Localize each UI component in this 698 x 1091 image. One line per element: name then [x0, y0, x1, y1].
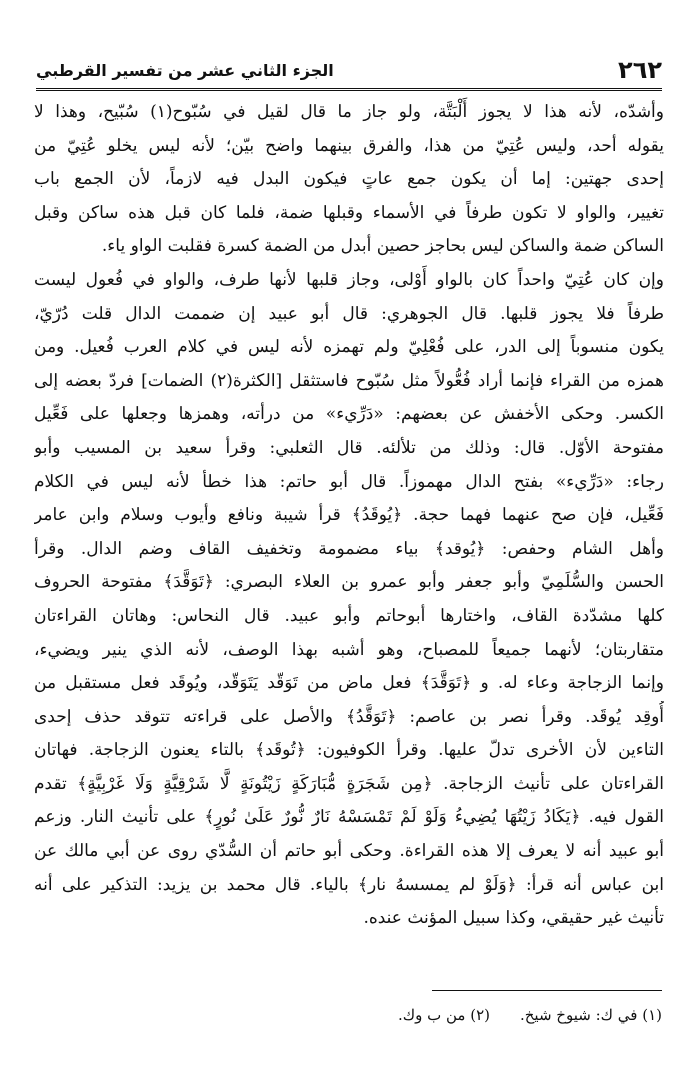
- text-line: وأشدّه، لأنه هذا لا يجوز أَلْبَتَّة، ولو جاز ما قال لقيل في سُبّوح(١) سُبّيح، وهذا لا: [34, 102, 664, 122]
- text-line: الساكن ضمة والساكن ليس بحاجز حصين أبدل من الضمة كسرة فقلبت الواو ياء.: [101, 236, 664, 257]
- footnotes: [398, 1000, 662, 1030]
- footnote-rule: [432, 990, 662, 991]
- text-line: تأنيث غير حقيقي، وكذا سبيل المؤنث عنده.: [363, 908, 664, 929]
- footnote-2: (٢) من ب وك.: [397, 1006, 490, 1024]
- text-line: يكون منسوباً إلى الدر، على فُعْلِيّ ولم تهمزه لأنه ليس في كلام العرب فُعيل. ومن: [34, 337, 664, 358]
- text-line: القراءتان على تأنيث الزجاجة. ﴿مِن شَجَرَةٍ مُّبَارَكَةٍ زَيْتُونَةٍ لَّا شَرْقِيَّةٍ وَلَا غَرْبِيَّةٍ﴾ تقدم: [34, 773, 664, 794]
- text-line: متقاربتان؛ لأنهما جميعاً للمصباح، وهو أشبه بهذا الوصف، لأنه الذي ينير ويضيء،: [34, 639, 664, 660]
- text-line: أبو عبيد أنه لا يعرف إلا هذه القراءة. وحكى أبو حاتم أن السُّدّي روى عن أبي مالك عن: [34, 841, 664, 862]
- body-text: [34, 96, 664, 976]
- header-rule: [36, 88, 662, 91]
- text-line: أُوقِد يُوقَد. وقرأ نصر بن عاصم: ﴿تَوَقَّدُ﴾ والأصل على قراءته تتوقد حذف إحدى: [34, 706, 664, 727]
- running-title: الجزء الثاني عشر من تفسير القرطبي: [36, 61, 334, 80]
- text-line: تغيير، والواو لا تكون طرفاً في الأسماء وقبلها ضمة، فلما كان قبل هذه ساكن وقبل: [34, 202, 664, 223]
- text-line: طرفاً فلا يجوز قلبها. قال الجوهري: قال أبو عبيد إن ضممت الدال قلت دُرّيّ،: [34, 303, 664, 324]
- text-line: القول فيه. ﴿يَكَادُ زَيْتُهَا يُضِيءُ وَلَوْ لَمْ تَمْسَسْهُ نَارٌ نُّورٌ عَلَىٰ نُورٍ﴾ على تأنيث النار. وزعم: [34, 807, 664, 828]
- text-line: همزه من القراء فإنما أراد فُعُّولاً مثل سُبّوح فاستثقل [الكثرة(٢) الضمات] فردّ بعضه إلى: [34, 370, 664, 391]
- text-line: إحدى جهتين: إما أن يكون جمع عاتٍ فيكون البدل فيه لازماً، لأن الجمع باب: [34, 169, 664, 190]
- text-line: الكسر. وحكى الأخفش عن بعضهم: «دَرِّيء» من درأته، وهمزها وجعلها على فَعِّيل: [34, 404, 664, 425]
- text-line: وأهل الشام وحفص: ﴿يُوقد﴾ بياء مضمومة وتخفيف القاف وضم الدال. وقرأ: [34, 538, 664, 559]
- text-line: كلها مشدّدة القاف، واختارها أبوحاتم وأبو عبيد. قال النحاس: وهاتان القراءتان: [34, 605, 664, 626]
- page-header: [36, 48, 662, 88]
- text-line: الحسن والسُّلَمِيّ وأبو جعفر وأبو عمرو بن العلاء البصري: ﴿تَوَقَّدَ﴾ مفتوحة الحروف: [34, 572, 664, 593]
- text-line: وإنما الزجاجة وعاء له. و ﴿تَوَقَّدَ﴾ فعل ماض من تَوَقّد يَتَوَقّد، ويُوقَد فعل مستقبل من: [34, 673, 664, 694]
- text-line: ابن عباس أنه قرأ: ﴿وَلَوْ لم يمسسهُ نار﴾ بالياء. قال محمد بن يزيد: التذكير على أنه: [34, 874, 664, 895]
- text-line: رجاء: «دَرِّيء» بفتح الدال مهموزاً. قال أبو حاتم: هذا خطأ لأنه ليس في الكلام: [34, 471, 664, 492]
- text-line: وإن كان عُتِيّ واحداً كان بالواو أَوْلى، وجاز قلبها لأنها طرف، والواو في فُعول ليست: [34, 269, 664, 290]
- text-line: يقوله أحد، وليس عُتِيّ من هذا، والفرق بينهما واضح بيّن؛ لأنه ليس يخلو عُتِيّ من: [34, 135, 664, 156]
- text-line: مفتوحة الأوّل. قال: وذلك من تلألئه. قال الثعلبي: وقرأ سعيد بن المسيب وأبو: [34, 437, 664, 458]
- footnote-1: (١) في ك: شيوخ شيخ.: [519, 1006, 662, 1024]
- page-number: ٢٦٢: [618, 56, 662, 84]
- text-line: فَعِّيل، فإن صح عنهما فهما حجة. ﴿يُوقَدُ﴾ قرأ شيبة ونافع وأيوب وسلام وابن عامر: [34, 505, 664, 526]
- text-line: التاءين لأن الأخرى تدلّ عليها. وقرأ الكوفيون: ﴿تُوقَد﴾ بالتاء يعنون الزجاجة. فهاتان: [34, 740, 664, 761]
